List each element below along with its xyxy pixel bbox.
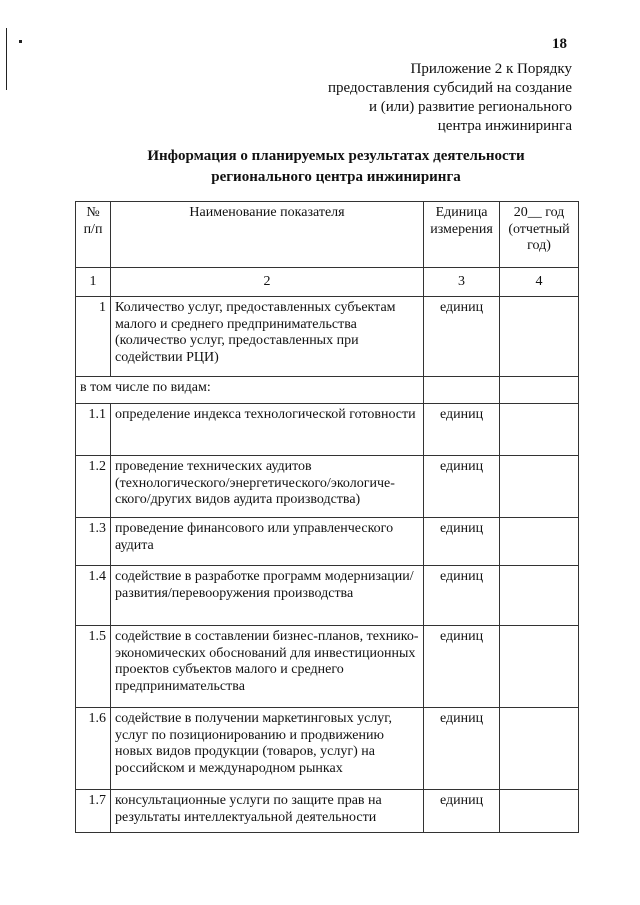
row-name: проведение финансового или управленческого аудита [111, 518, 424, 566]
table-row [76, 297, 579, 377]
row-unit: единиц [424, 626, 500, 708]
row-value [500, 404, 579, 456]
row-unit [424, 377, 500, 404]
col-number: 4 [500, 268, 579, 297]
row-unit: единиц [424, 566, 500, 626]
row-name: проведение технических аудитов (технологического/энергетического/экологиче-ского/других видов аудита производства) [111, 456, 424, 518]
row-value [500, 377, 579, 404]
header-year: 20__ год (отчетный год) [500, 202, 579, 268]
annex-line: предоставления субсидий на создание [327, 80, 572, 96]
row-name: Количество услуг, предоставленных субъектам малого и среднего предпринимательства (количество услуг, предоставленных при содействии РЦИ) [111, 297, 424, 377]
results-table [75, 201, 579, 833]
row-num: 1.1 [76, 404, 111, 456]
row-value [500, 297, 579, 377]
row-value [500, 790, 579, 833]
table-row [76, 404, 579, 456]
row-value [500, 708, 579, 790]
annex-line: и (или) развитие регионального [368, 99, 572, 115]
row-name: содействие в разработке программ модернизации/развития/перевооружения производства [111, 566, 424, 626]
row-num: 1.4 [76, 566, 111, 626]
table-row [76, 518, 579, 566]
annex-line: Приложение 2 к Порядку [410, 61, 572, 77]
row-name: содействие в получении маркетинговых услуг, услуг по позиционированию и продвижению новых видов продукции (товаров, услуг) на российском и международном рынках [111, 708, 424, 790]
scan-dot [19, 40, 22, 43]
table-row [76, 626, 579, 708]
row-name: содействие в составлении бизнес-планов, технико-экономических обоснований для инвестиционных проектов субъектов малого и среднего предпринимательства [111, 626, 424, 708]
title-line: регионального центра инжиниринга [211, 169, 461, 185]
col-number: 1 [76, 268, 111, 297]
row-num: 1 [76, 297, 111, 377]
column-numbers-row [76, 268, 579, 297]
title-line: Информация о планируемых результатах деятельности [147, 148, 525, 164]
table-row [76, 708, 579, 790]
page-number: 18 [552, 36, 567, 52]
annex-line: центра инжиниринга [437, 118, 572, 134]
header-name: Наименование показателя [111, 202, 424, 268]
row-num: 1.5 [76, 626, 111, 708]
row-unit: единиц [424, 708, 500, 790]
row-unit: единиц [424, 297, 500, 377]
header-row [76, 202, 579, 268]
row-value [500, 518, 579, 566]
row-num: 1.2 [76, 456, 111, 518]
row-name: определение индекса технологической готовности [111, 404, 424, 456]
header-unit: Единица измерения [424, 202, 500, 268]
header-num: № п/п [76, 202, 111, 268]
table-row [76, 790, 579, 833]
row-unit: единиц [424, 456, 500, 518]
table-row [76, 456, 579, 518]
col-number: 3 [424, 268, 500, 297]
row-value [500, 566, 579, 626]
row-num: 1.3 [76, 518, 111, 566]
annex-reference [328, 60, 572, 136]
row-unit: единиц [424, 518, 500, 566]
row-value [500, 456, 579, 518]
row-unit: единиц [424, 404, 500, 456]
row-unit: единиц [424, 790, 500, 833]
subheader-row [76, 377, 579, 404]
document-title [80, 146, 592, 188]
subheader-text: в том числе по видам: [76, 377, 424, 404]
row-num: 1.6 [76, 708, 111, 790]
row-value [500, 626, 579, 708]
col-number: 2 [111, 268, 424, 297]
row-name: консультационные услуги по защите прав на результаты интеллектуальной деятельности [111, 790, 424, 833]
row-num: 1.7 [76, 790, 111, 833]
table-row [76, 566, 579, 626]
scan-edge-mark [6, 28, 7, 90]
